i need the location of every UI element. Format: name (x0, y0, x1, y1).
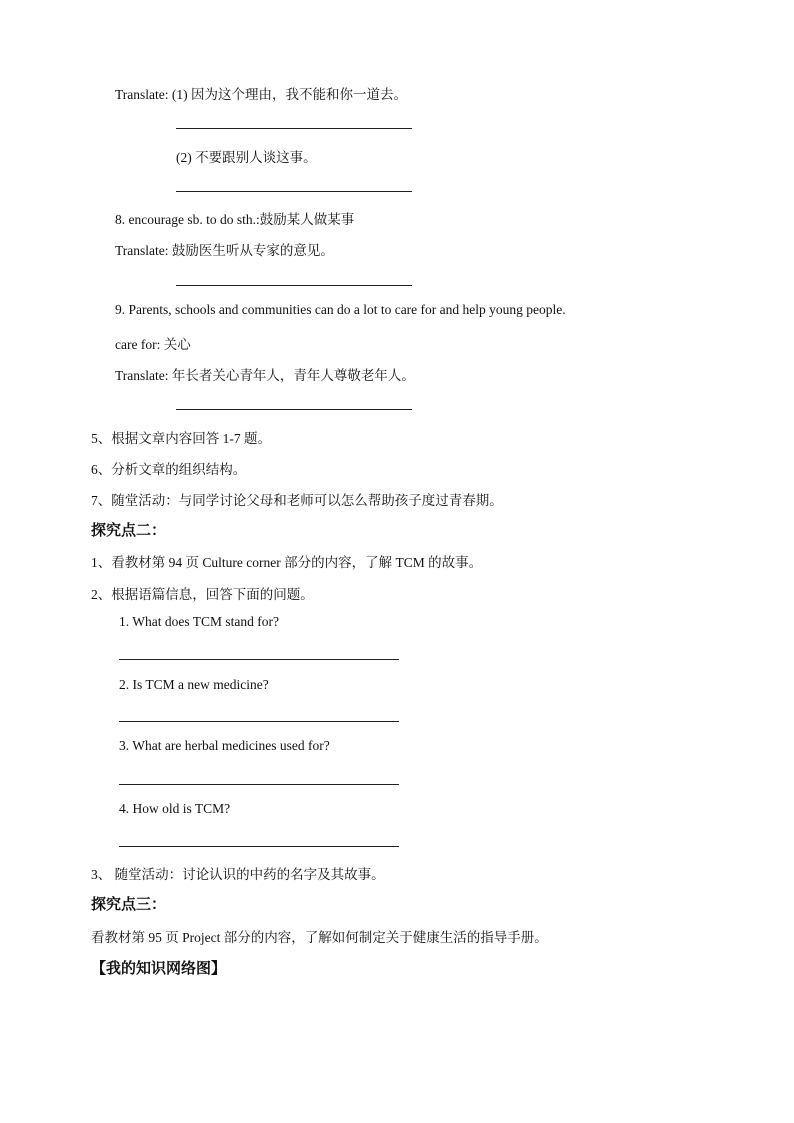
translate-line-4: Translate: 年长者关心青年人，青年人尊敬老年人。 (115, 368, 415, 383)
answer-blank[interactable] (119, 784, 399, 785)
task-6: 6、分析文章的组织结构。 (91, 462, 247, 477)
answer-blank[interactable] (176, 191, 412, 192)
question-3: 3. What are herbal medicines used for? (119, 738, 330, 753)
translate-line-2: (2) 不要跟别人谈这事。 (176, 150, 317, 165)
answer-blank[interactable] (176, 409, 412, 410)
task-1: 1、看教材第 94 页 Culture corner 部分的内容，了解 TCM 的故事。 (91, 555, 483, 570)
answer-blank[interactable] (176, 128, 412, 129)
section-heading-3: 探究点三： (91, 897, 167, 913)
answer-blank[interactable] (119, 721, 399, 722)
phrase-definition: care for: 关心 (115, 337, 191, 352)
question-4: 4. How old is TCM? (119, 801, 231, 816)
question-2: 2. Is TCM a new medicine? (119, 677, 269, 692)
task-project: 看教材第 95 页 Project 部分的内容，了解如何制定关于健康生活的指导手册。 (91, 930, 548, 945)
phrase-item-9: 9. Parents, schools and communities can do a lot to care for and help young people. (115, 302, 566, 317)
answer-blank[interactable] (176, 285, 412, 286)
task-3: 3、 随堂活动：讨论认识的中药的名字及其故事。 (91, 867, 385, 882)
section-heading-2: 探究点二： (91, 523, 167, 539)
phrase-item-8: 8. encourage sb. to do sth.:鼓励某人做某事 (115, 212, 355, 227)
task-2: 2、根据语篇信息，回答下面的问题。 (91, 587, 314, 602)
answer-blank[interactable] (119, 846, 399, 847)
translate-line-3: Translate: 鼓励医生听从专家的意见。 (115, 243, 334, 258)
task-7: 7、随堂活动：与同学讨论父母和老师可以怎么帮助孩子度过青春期。 (91, 493, 503, 508)
answer-blank[interactable] (119, 659, 399, 660)
knowledge-map-heading: 【我的知识网络图】 (91, 961, 227, 977)
translate-line-1: Translate: (1) 因为这个理由，我不能和你一道去。 (115, 87, 407, 102)
task-5: 5、根据文章内容回答 1-7 题。 (91, 431, 271, 446)
question-1: 1. What does TCM stand for? (119, 614, 279, 629)
